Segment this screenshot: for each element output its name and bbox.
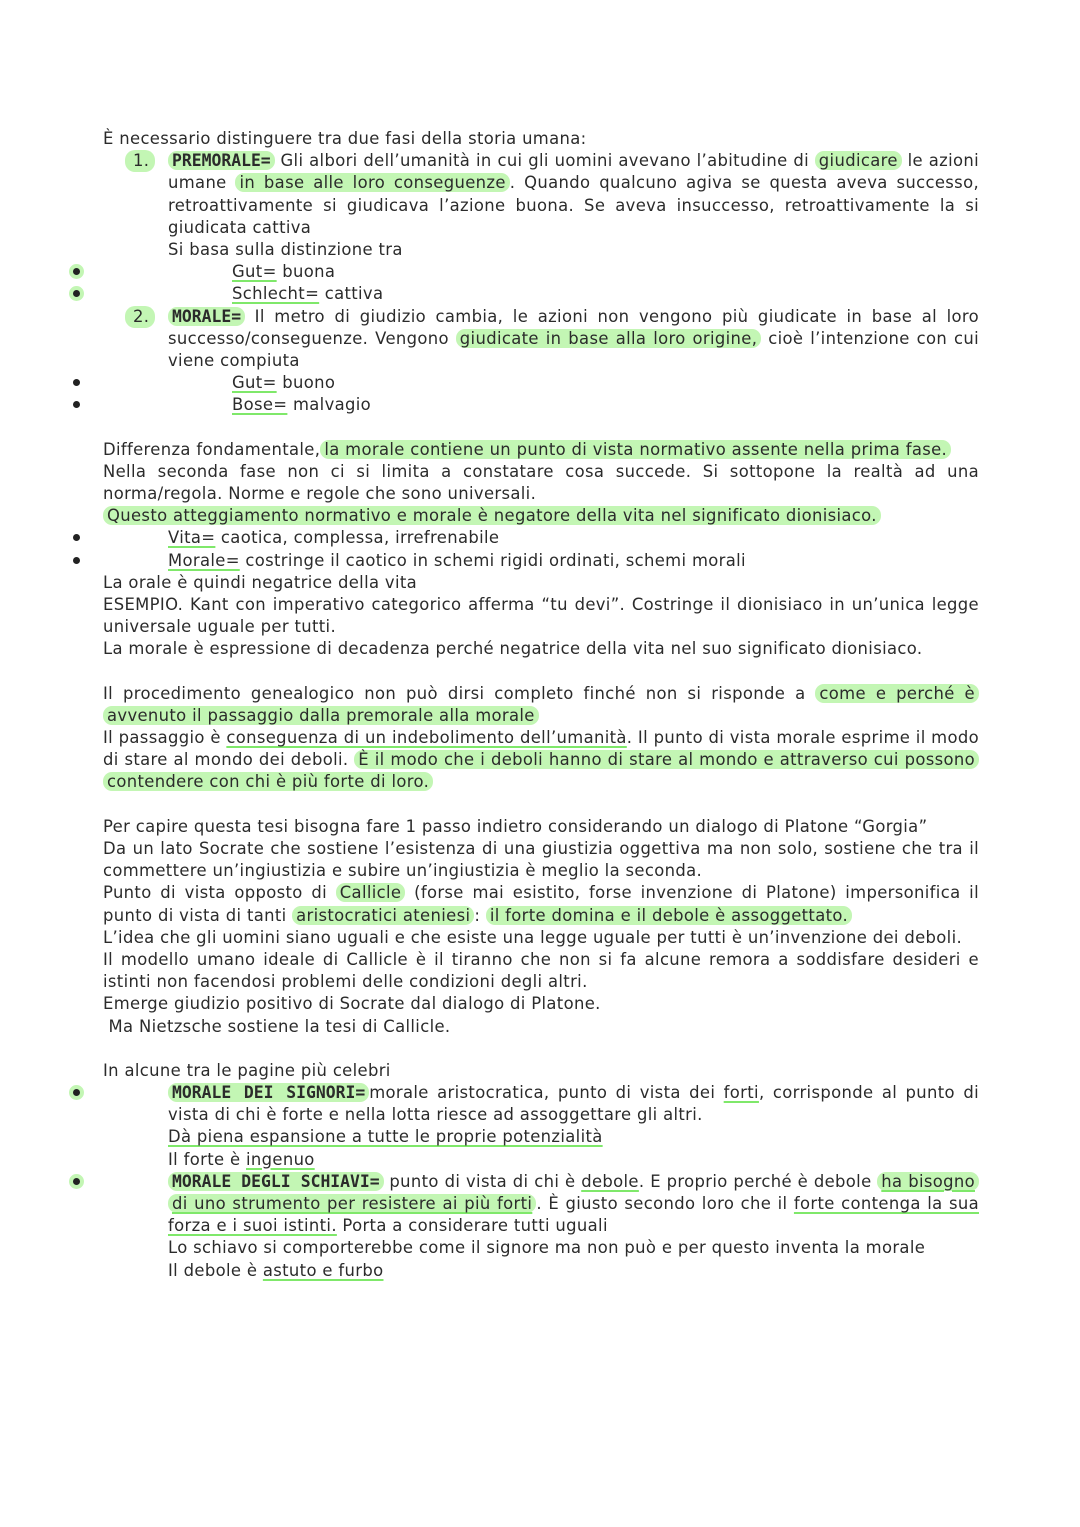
genealogia-highlight: come e perché è avvenuto il passaggio dalla premorale alla morale [103,684,979,725]
gorgia-p4: L’idea che gli uomini siano uguali e che esiste una legge uguale per tutti è un’invenzione dei deboli. [103,927,963,947]
term-definition: buona [276,262,336,282]
signori-underline: forti [723,1082,759,1102]
morale-term-gut [103,372,979,394]
signori-ingenuo [168,1149,979,1171]
bullet-icon [73,1089,80,1096]
signori-espansione [168,1126,979,1148]
pagine-intro: In alcune tra le pagine più celebri [103,1060,391,1080]
signori-text: Il forte è [168,1149,246,1169]
gorgia-p6: Emerge giudizio positivo di Socrate dal dialogo di Platone. [103,994,601,1014]
morale-number: 2. [125,306,155,328]
schiavi-astuto [168,1260,979,1282]
term-definition: caotica, complessa, irrefrenabile [215,528,500,548]
genealogia-underline: conseguenza di un indebolimento dell’umanità [226,728,627,748]
schiavi-text: . E proprio perché è debole [638,1171,878,1191]
morale-signori-label: MORALE DEI SIGNORI= [168,1083,369,1102]
differenza-highlight-negatore: Questo atteggiamento normativo e morale è negatore della vita nel significato dionisiaco. [103,506,881,525]
gorgia-p5: Il modello umano ideale di Callicle è il tiranno che non si fa alcune remora a soddisfare desideri e istinti non facendosi problemi delle condizioni degli altri. [103,949,979,992]
bullet-icon [73,379,80,386]
schiavi-text: punto di vista di chi è [383,1171,582,1191]
premorale-basis: Si basa sulla distinzione tra [168,240,403,260]
gorgia-text: : [474,905,486,925]
differenza-term-vita [103,527,979,549]
premorale-number: 1. [125,150,155,172]
premorale-term-gut [103,261,979,283]
premorale-highlight-conseguenze: in base alle loro conseguenze [235,173,509,192]
schiavi-underline-forte: forte contenga la sua forza e i suoi istinti. [168,1193,979,1236]
gorgia-highlight-callicle: Callicle [336,883,406,902]
term-definition: malvagio [287,395,372,415]
genealogia-text: Il passaggio è [103,728,227,748]
signori-text: , corrisponde al punto di vista di chi è forte e nella lotta riesce ad assoggettare gli altri. [168,1082,980,1125]
gorgia-p2: Da un lato Socrate che sostiene l’esistenza di una giustizia oggettiva ma non solo, sostiene che tra il commettere un’ingiustizia e subire un’ingiustizia è meglio la seconda. [103,838,979,881]
intro-text: È necessario distinguere tra due fasi della storia umana: [103,129,587,148]
morale-schiavi-item [103,1171,979,1282]
genealogia-answer [103,727,979,794]
term-definition: buono [276,373,336,393]
gorgia-highlight-forte: il forte domina e il debole è assoggettato. [486,906,852,925]
morale-text: cioè l’intenzione con cui viene compiuta [168,328,980,371]
differenza-p1: La orale è quindi negatrice della vita [103,572,418,592]
differenza-norma: Nella seconda fase non ci si limita a constatare cosa succede. Si sottopone la realtà ad una norma/regola. Norme e regole che sono universali. [103,461,979,504]
morale-label: MORALE= [168,307,245,326]
differenza-negatore [103,505,979,527]
bullet-icon [73,534,80,541]
schiavi-underline-astuto: astuto e furbo [262,1260,384,1280]
differenza-paragraph [103,439,979,461]
gorgia-highlight-aristocratici: aristocratici ateniesi [292,906,474,925]
signori-underline-espansione: Dà piena espansione a tutte le proprie potenzialità [168,1127,603,1147]
term-definition: costringe il caotico in schemi rigidi ordinati, schemi morali [239,550,746,570]
term: Gut= [232,262,277,282]
schiavi-text: Il debole è [168,1260,263,1280]
premorale-text: le azioni umane [168,151,980,193]
bullet-icon [73,290,80,297]
signori-underline-ingenuo: ingenuo [246,1149,315,1169]
morale-term-bose [103,394,979,416]
differenza-term-morale [103,550,979,572]
term: Bose= [232,395,288,415]
gorgia-callicle [103,882,979,926]
genealogia-text: Il procedimento genealogico non può dirsi completo finché non si risponde a [103,683,816,703]
schiavi-text: . È giusto secondo loro che il [536,1193,794,1213]
morale-item [103,306,979,373]
differenza-text: Differenza fondamentale, [103,439,321,459]
schiavi-text: Porta a considerare tutti uguali [336,1216,608,1236]
genealogia-highlight-deboli: È il modo che i deboli hanno di stare al mondo e attraverso cui possono contendere con chi è più forte di loro. [103,750,979,791]
differenza-highlight: la morale contiene un punto di vista normativo assente nella prima fase. [320,440,951,459]
morale-signori-item [103,1082,979,1171]
schiavi-underline: debole [581,1171,639,1191]
premorale-term-schlecht [103,283,979,305]
bullet-icon [73,401,80,408]
term: Schlecht= [232,284,320,304]
schiavi-highlight: ha bisogno di uno strumento per resistere ai più forti [168,1172,979,1213]
gorgia-text: Punto di vista opposto di [103,883,336,903]
genealogia-question [103,683,979,727]
bullet-icon [73,268,80,275]
bullet-icon [73,557,80,564]
morale-text: Il metro di giudizio cambia, le azioni non vengono più giudicate in base al loro successo/conseguenze. Vengono [168,306,979,348]
morale-schiavi-label: MORALE DEGLI SCHIAVI= [168,1172,384,1191]
gorgia-p1: Per capire questa tesi bisogna fare 1 passo indietro considerando un dialogo di Platone “Gorgia” [103,816,928,836]
differenza-p3: La morale è espressione di decadenza perché negatrice della vita nel suo significato dionisiaco. [103,639,923,659]
gorgia-text: (forse mai esistito, forse invenzione di Platone) impersonifica il punto di vista di tanti [103,883,979,925]
differenza-esempio: ESEMPIO. Kant con imperativo categorico afferma “tu devi”. Costringe il dionisiaco in un’unica legge universale uguale per tutti. [103,595,979,637]
premorale-text: Gli albori dell’umanità in cui gli uomini avevano l’abitudine di [274,151,815,171]
term: Morale= [168,550,240,570]
term: Gut= [232,373,277,393]
premorale-text: . Quando qualcuno agiva se questa aveva successo, retroattivamente si giudicava l’azione buona. Se aveva insuccesso, retroattivamente la si giudicata cattiva [168,173,980,237]
signori-text: morale aristocratica, punto di vista dei [369,1082,724,1102]
morale-highlight-origine: giudicate in base alla loro origine, [456,329,762,348]
gorgia-p7: Ma Nietzsche sostiene la tesi di Callicle. [103,1016,451,1036]
term-definition: cattiva [319,284,384,304]
bullet-icon [73,1178,80,1185]
schiavi-p1: Lo schiavo si comporterebbe come il signore ma non può e per questo inventa la morale [168,1238,926,1258]
premorale-item [103,150,979,261]
premorale-highlight-giudicare: giudicare [815,151,902,170]
genealogia-text: . Il punto di vista morale esprime il modo di stare al mondo dei deboli. [103,728,980,770]
premorale-label: PREMORALE= [168,151,275,170]
term: Vita= [168,528,216,548]
